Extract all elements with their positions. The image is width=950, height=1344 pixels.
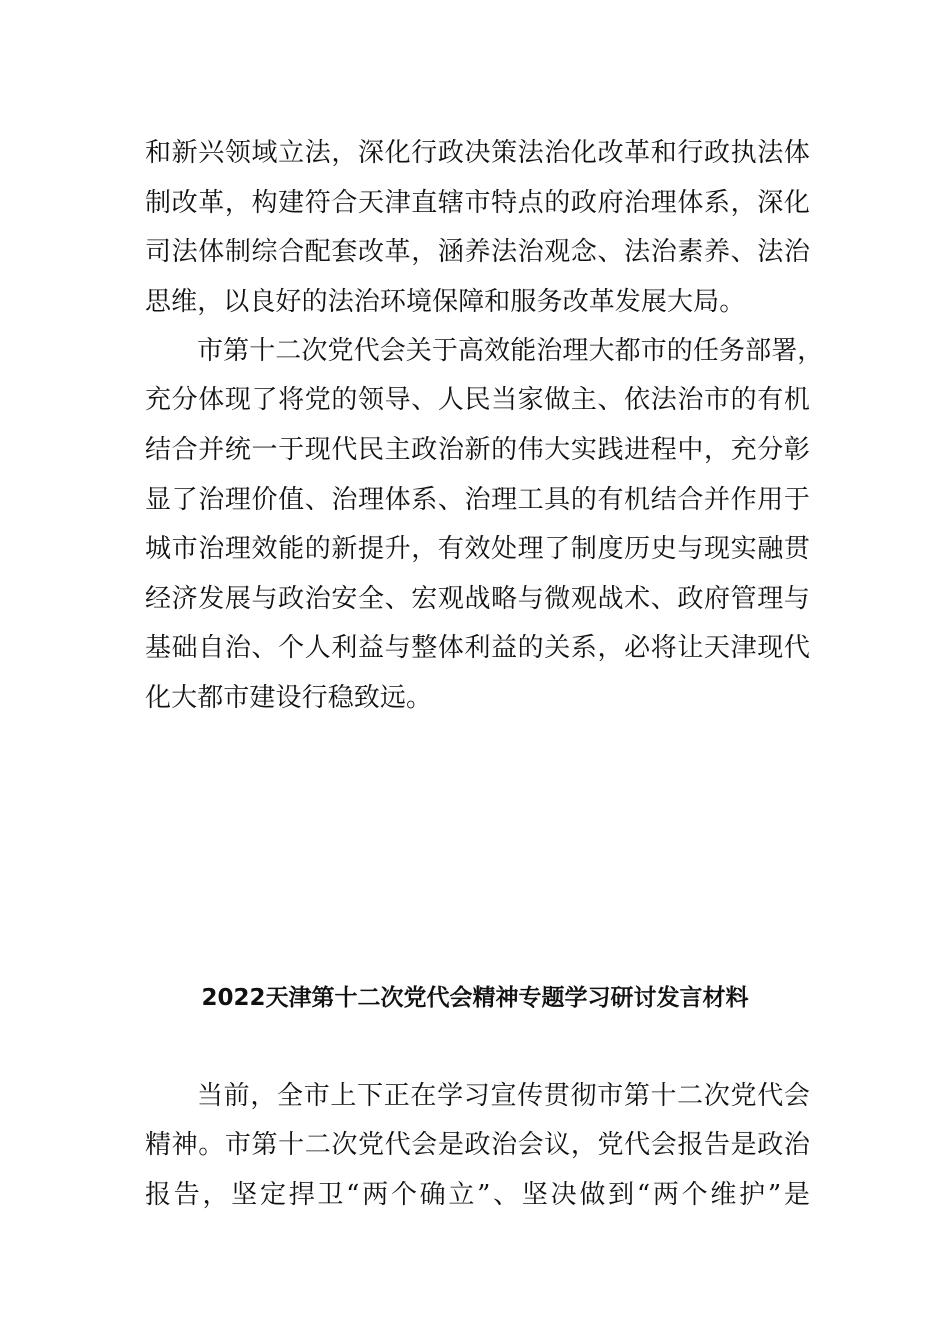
paragraph1-line-3: 司法体制综合配套改革，涵养法治观念、法治素养、法治 (145, 237, 810, 267)
paragraph1-line-2: 制改革，构建符合天津直辖市特点的政府治理体系，深化 (145, 188, 810, 218)
paragraph2-line-2: 充分体现了将党的领导、人民当家做主、依法治市的有机 (145, 385, 810, 415)
paragraph2-line-5: 城市治理效能的新提升，有效处理了制度历史与现实融贯 (145, 534, 810, 564)
paragraph3-line-2: 精神。市第十二次党代会是政治会议，党代会报告是政治 (145, 1130, 810, 1160)
paragraph2-line-3: 结合并统一于现代民主政治新的伟大实践进程中，充分彰 (145, 435, 810, 465)
paragraph3-line-1: 当前，全市上下正在学习宣传贯彻市第十二次党代会 (197, 1081, 810, 1111)
paragraph3-line-3: 报告，坚定捍卫“两个确立”、坚决做到“两个维护”是 (145, 1180, 810, 1210)
paragraph2-line-1: 市第十二次党代会关于高效能治理大都市的任务部署， (197, 336, 824, 366)
paragraph2-line-8: 化大都市建设行稳致远。 (145, 683, 433, 713)
paragraph1-line-4: 思维，以良好的法治环境保障和服务改革发展大局。 (145, 287, 746, 317)
section-title: 2022天津第十二次党代会精神专题学习研讨发言材料 (201, 985, 749, 1011)
paragraph2-line-6: 经济发展与政治安全、宏观战略与微观战术、政府管理与 (145, 584, 810, 614)
paragraph2-line-7: 基础自治、个人利益与整体利益的关系，必将让天津现代 (145, 633, 810, 663)
paragraph2-line-4: 显了治理价值、治理体系、治理工具的有机结合并作用于 (145, 485, 810, 515)
paragraph1-line-1: 和新兴领域立法，深化行政决策法治化改革和行政执法体 (145, 138, 810, 168)
